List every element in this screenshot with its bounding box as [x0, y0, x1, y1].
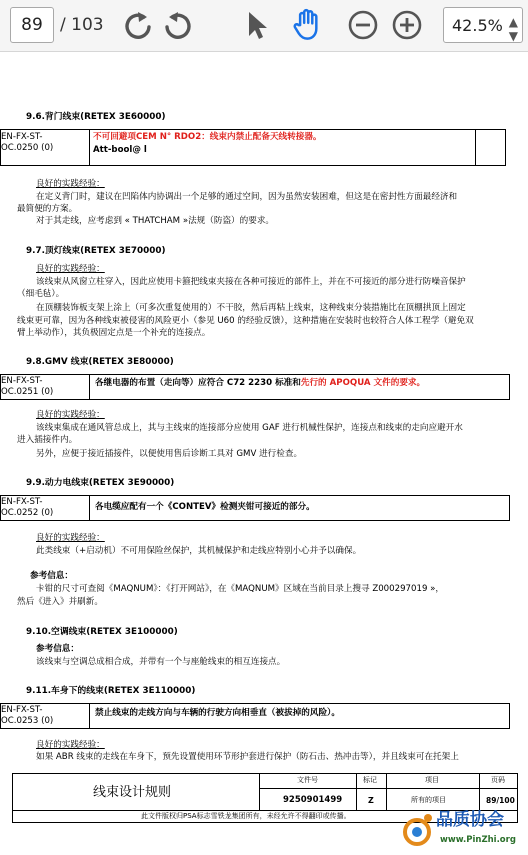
paragraph: （细毛毡）。 — [17, 289, 65, 299]
select-cursor-icon[interactable] — [240, 9, 272, 41]
footer-header-mark: 标记 — [363, 776, 377, 784]
ref-code: EN-FX-ST- — [1, 705, 43, 715]
section-heading-9-10: 9.10.空调线束(RETEX 3E100000) — [26, 627, 178, 637]
paragraph: 对于其走线，应考虑到 « THATCHAM »法规（防盗）的要求。 — [36, 216, 275, 226]
requirement-table-0253 — [0, 703, 510, 729]
practice-title: 良好的实践经验： — [36, 179, 105, 189]
pinzhi-watermark — [398, 808, 524, 852]
paragraph: 然后《进入》并刷新。 — [17, 597, 103, 607]
practice-title: 良好的实践经验： — [36, 264, 105, 274]
rotate-clockwise-icon[interactable] — [122, 9, 154, 41]
requirement-text-red: 不可回避项CEM N° RDO2：线束内禁止配备天线转接器。 — [93, 132, 322, 142]
section-heading-9-6: 9.6.背门线束(RETEX 3E60000) — [26, 112, 166, 122]
ref-code-line2: OC.0253 (0) — [1, 716, 54, 726]
paragraph: 该线束集成在通风管总成上，其与主线束的连接部分应使用 GAF 进行机械性保护，连接点和线束的走向应避开水 — [36, 423, 463, 433]
info-title: 参考信息： — [36, 644, 79, 654]
ref-code-line2: OC.0250 (0) — [1, 143, 54, 153]
footer-docno: 9250901499 — [283, 795, 343, 805]
pdf-toolbar — [0, 0, 528, 52]
page-total-label: / 103 — [60, 15, 104, 35]
zoom-value: 42.5% — [452, 16, 503, 35]
footer-header-docno: 文件号 — [297, 776, 318, 784]
paragraph: 线束更可靠，因为各种线束被侵害的风险更小（参见 U60 的经验反馈），这种措施在安装时也较符合人体工程学（避免双 — [17, 316, 474, 326]
zoom-in-icon[interactable] — [391, 9, 423, 41]
requirement-table-0250 — [0, 129, 506, 166]
rotate-counterclockwise-icon[interactable] — [162, 9, 194, 41]
practice-title: 良好的实践经验： — [36, 533, 105, 543]
pinzhi-logo-icon — [398, 810, 436, 848]
requirement-table-0252 — [0, 495, 510, 521]
info-title: 参考信息： — [30, 571, 73, 581]
paragraph: 在定义背门时，建议在凹陷体内协调出一个足够的通过空间，因为虽然安装困难，但这是在密封性方面最经济和 — [36, 192, 458, 202]
zoom-select[interactable] — [443, 7, 523, 43]
paragraph: 臂上举动作），其负极固定点是一个补充的连接点。 — [17, 328, 211, 338]
practice-title: 良好的实践经验： — [36, 740, 105, 750]
section-heading-9-7: 9.7.顶灯线束(RETEX 3E70000) — [26, 246, 166, 256]
footer-header-page: 页码 — [491, 776, 505, 784]
document-page — [0, 52, 528, 855]
section-heading-9-9: 9.9.动力电线束(RETEX 3E90000) — [26, 478, 175, 488]
ref-code: EN-FX-ST- — [1, 132, 43, 142]
section-heading-9-11: 9.11.车身下的线束(RETEX 3E110000) — [26, 686, 196, 696]
practice-title: 良好的实践经验： — [36, 410, 105, 420]
paragraph: 另外，应便于接近插接件，以便使用售后诊断工具对 GMV 进行检查。 — [36, 449, 303, 459]
requirement-text: Att-bool@ l — [93, 145, 147, 155]
page-number-input[interactable] — [10, 7, 54, 43]
watermark-url: www.PinZhi.org — [440, 835, 516, 845]
ref-code: EN-FX-ST- — [1, 497, 43, 507]
zoom-out-icon[interactable] — [347, 9, 379, 41]
paragraph: 如果 ABR 线束的走线在车身下，预先设置使用环节形护套进行保护（防石击、热冲击等），并且线束可在托架上 — [36, 752, 459, 762]
footer-copyright: 此文件版权归PSA标志雪铁龙集团所有，未经允许不得翻印或传播。 — [141, 812, 351, 820]
requirement-text: 禁止线束的走线方向与车辆的行驶方向相垂直（被拔掉的风险）。 — [95, 708, 340, 718]
paragraph: 此类线束（+启动机）不可用保险丝保护，其机械保护和走线应特别小心并予以确保。 — [36, 546, 362, 556]
paragraph: 卡钳的尺寸可查阅《MAQNUM》：《打开网站》，在《MAQNUM》区域在当前目录上搜寻 Z000297019 »， — [36, 584, 444, 594]
requirement-table-0251 — [0, 374, 510, 400]
chevron-down-icon: ▲ ▼ — [508, 15, 518, 43]
requirement-text: 各继电器的布置（走向等）应符合 C72 2230 标准和先行的 APOQUA 文件的要求。 — [95, 378, 426, 388]
footer-header-item: 项目 — [425, 776, 439, 784]
requirement-text: 各电缆应配有一个《CONTEV》检测夹钳可接近的部分。 — [95, 502, 315, 512]
paragraph: 该线束从风窗立柱穿入，因此应使用卡箍把线束夹接在各种可接近的部件上，并在不可接近的部分进行防噪音保护 — [36, 277, 466, 287]
paragraph: 在顶棚装饰板支架上涂上（可多次重复使用的）不干胶，然后再粘上线束，这种线束分装措施比在顶棚拱顶上固定 — [36, 303, 466, 313]
ref-code-line2: OC.0251 (0) — [1, 387, 54, 397]
paragraph: 最简便的方案。 — [17, 204, 78, 214]
footer-mark: Z — [368, 796, 374, 805]
ref-code-line2: OC.0252 (0) — [1, 508, 54, 518]
paragraph: 进入插接件内。 — [17, 435, 78, 445]
paragraph: 该线束与空调总成相合成，并带有一个与座舱线束的相互连接点。 — [36, 657, 286, 667]
footer-title: 线束设计规则 — [93, 785, 172, 800]
footer-item: 所有的项目 — [411, 796, 446, 804]
ref-code: EN-FX-ST- — [1, 376, 43, 386]
footer-page: 89/100 — [486, 796, 515, 805]
watermark-name: 品质协会 — [436, 810, 504, 830]
section-heading-9-8: 9.8.GMV 线束(RETEX 3E80000) — [26, 357, 174, 367]
hand-pan-icon[interactable] — [290, 6, 326, 42]
